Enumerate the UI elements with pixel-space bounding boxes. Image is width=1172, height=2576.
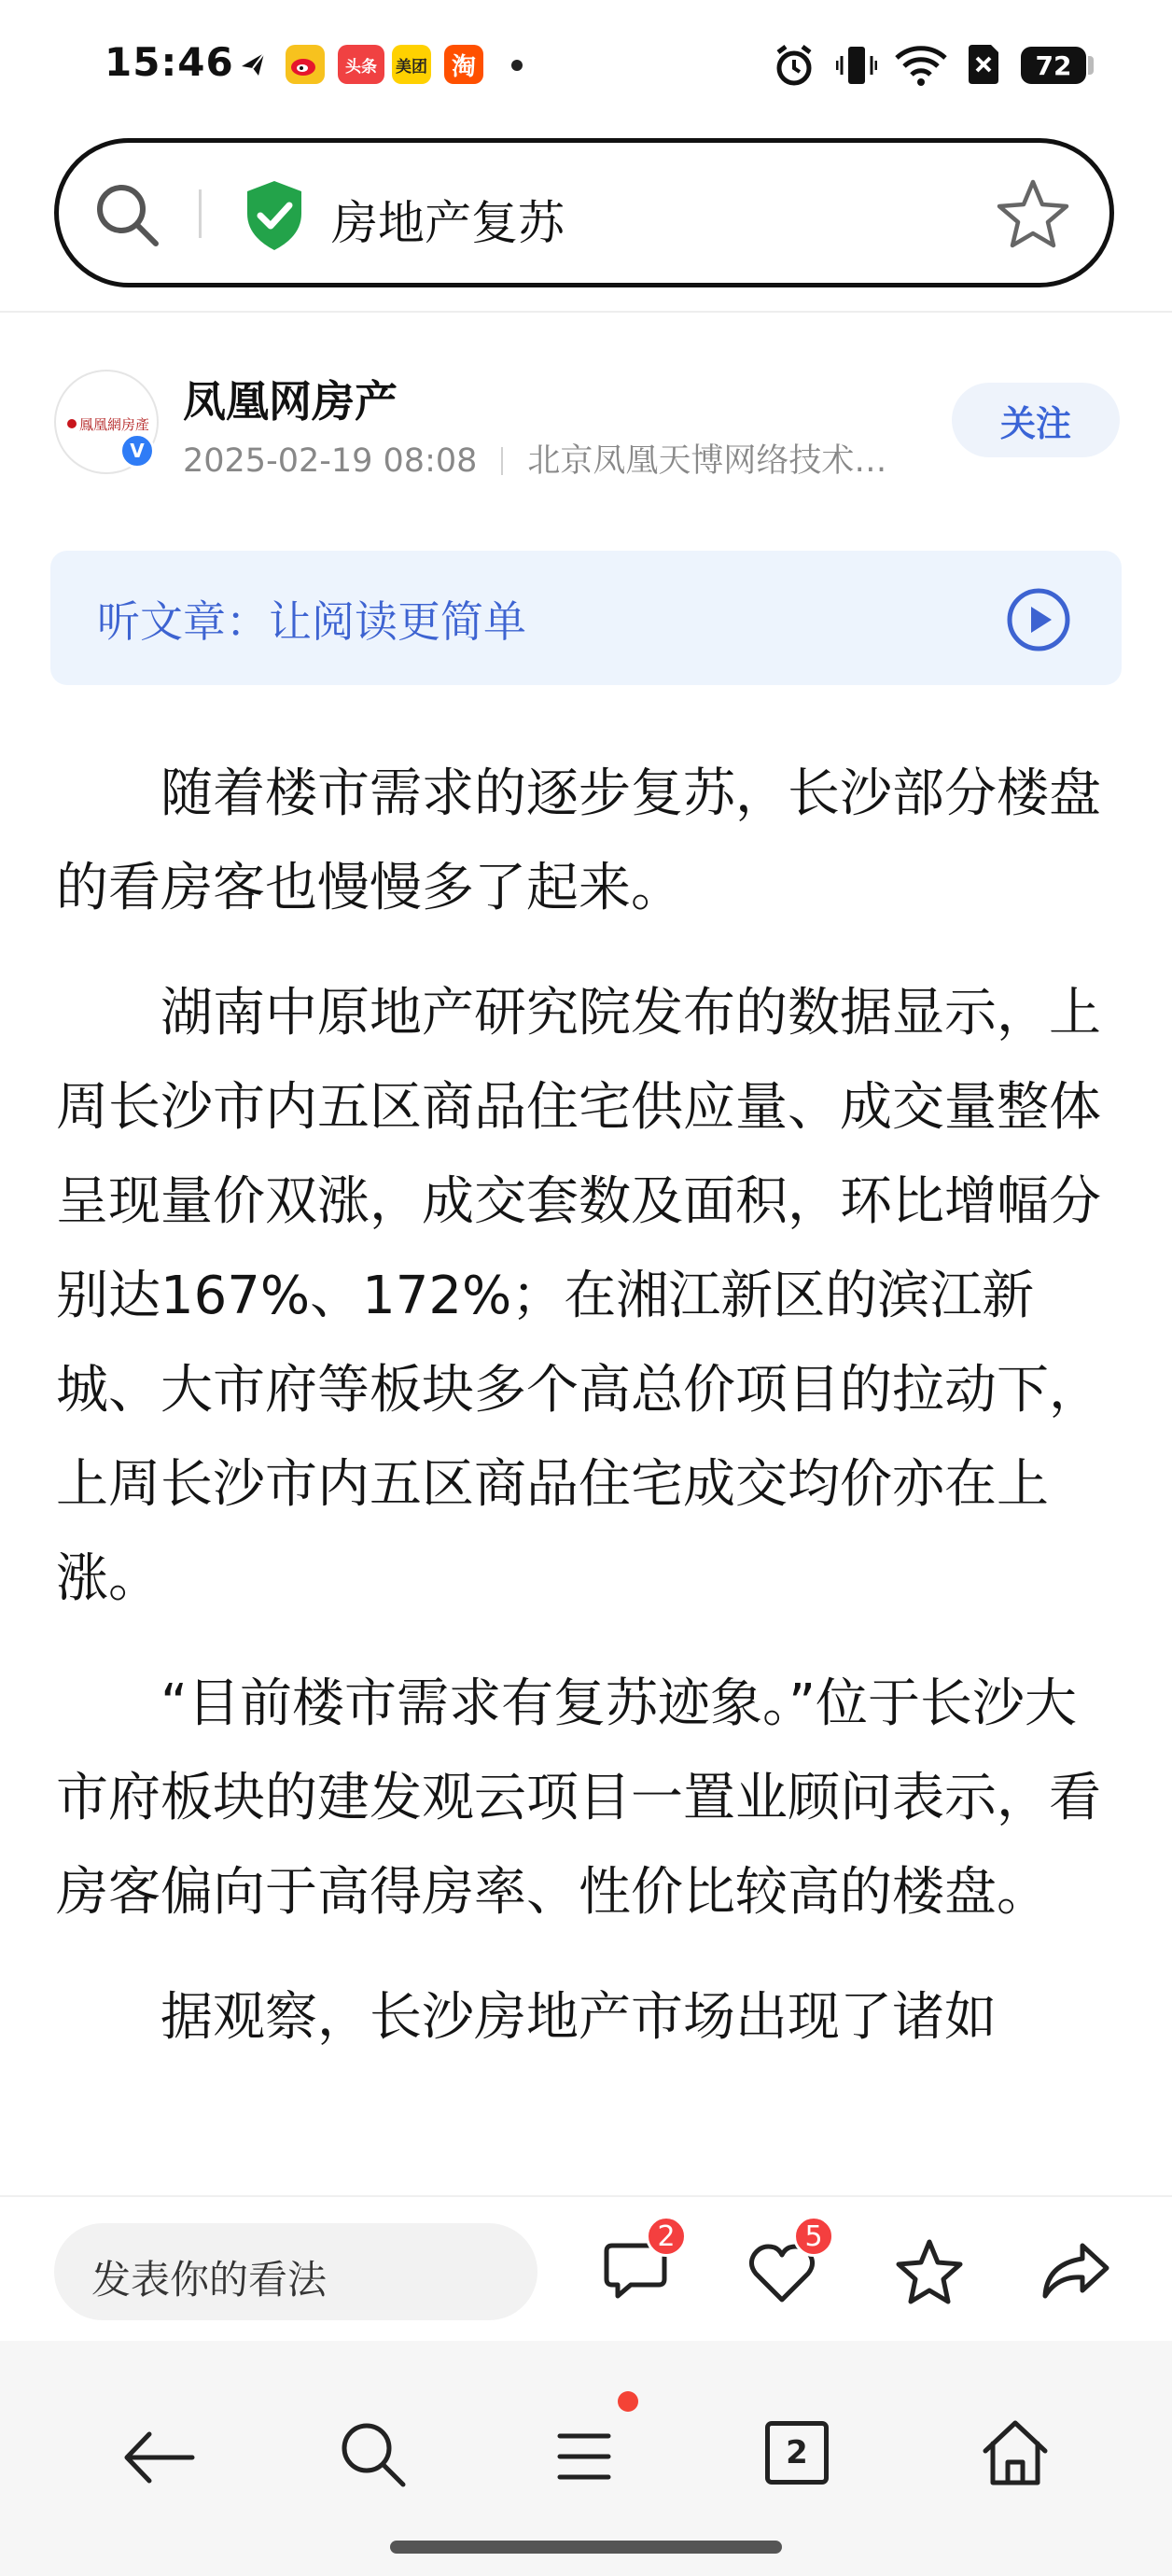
menu-notification-dot	[618, 2391, 638, 2412]
tabs-count-button[interactable]: 2	[765, 2421, 829, 2485]
post-source: 北京凤凰天博网络技术…	[527, 442, 887, 480]
wifi-icon	[894, 43, 948, 88]
comment-input[interactable]	[54, 2223, 537, 2320]
article-paragraph: “目前楼市需求有复苏迹象。”位于长沙大市府板块的建发观云项目一置业顾问表示，看房客偏向于高得房率、性价比较高的楼盘。	[56, 1673, 1101, 1923]
weibo-icon	[286, 45, 325, 84]
toutiao-icon: 头条	[338, 45, 384, 84]
search-icon[interactable]	[92, 180, 163, 251]
article-body	[56, 747, 1122, 2095]
meta-divider	[501, 447, 503, 475]
article-paragraph: 据观察，长沙房地产市场出现了诸如	[160, 1987, 997, 2048]
search-icon[interactable]	[336, 2417, 411, 2492]
post-timestamp: 2025-02-19 08:08	[183, 442, 478, 480]
menu-icon[interactable]	[556, 2430, 612, 2483]
share-icon[interactable]	[1038, 2238, 1112, 2305]
author-name[interactable]: 凤凰网房产	[183, 376, 398, 427]
header-divider	[0, 311, 1172, 313]
more-notifications-dot	[511, 60, 523, 71]
post-meta	[183, 435, 886, 482]
listen-article-text: 听文章：让阅读更简单	[97, 596, 526, 647]
battery-level: 72	[1021, 47, 1086, 84]
taobao-icon: 淘	[444, 45, 483, 84]
alarm-icon	[773, 43, 816, 88]
status-bar	[0, 0, 1172, 131]
meituan-icon: 美团	[392, 45, 431, 84]
no-sim-icon	[965, 43, 1002, 86]
search-divider	[199, 189, 202, 238]
like-count-badge: 5	[793, 2216, 834, 2257]
follow-button[interactable]: 关注	[952, 383, 1120, 457]
article-paragraph: 随着楼市需求的逐步复苏，长沙部分楼盘的看房客也慢慢多了起来。	[56, 763, 1101, 918]
star-bookmark-icon[interactable]	[996, 176, 1070, 251]
avatar-logo-text: 鳳凰網房產	[78, 415, 149, 433]
search-query[interactable]: 房地产复苏	[331, 196, 565, 250]
favorite-star-icon[interactable]	[894, 2238, 965, 2305]
back-arrow-icon[interactable]	[119, 2425, 198, 2490]
play-icon[interactable]	[1005, 586, 1072, 653]
battery-cap	[1088, 56, 1094, 75]
verified-badge: V	[119, 433, 155, 469]
status-time: 15:46	[105, 39, 234, 85]
comment-toolbar	[0, 2195, 1172, 2343]
comment-placeholder: 发表你的看法	[91, 2257, 328, 2303]
search-bar[interactable]	[54, 138, 1114, 287]
home-indicator[interactable]	[390, 2541, 782, 2554]
home-icon[interactable]	[978, 2415, 1053, 2490]
feishu-icon	[235, 45, 274, 84]
article-paragraph: 湖南中原地产研究院发布的数据显示，上周长沙市内五区商品住宅供应量、成交量整体呈现量价双涨，成交套数及面积，环比增幅分别达167%、172%；在湘江新区的滨江新城、大市府等板块多个高总价项目的拉动下，上周长沙市内五区商品住宅成交均价亦在上涨。	[56, 983, 1101, 1609]
comment-count-badge: 2	[646, 2216, 687, 2257]
vibrate-icon	[836, 43, 877, 88]
listen-article-banner[interactable]	[50, 551, 1122, 685]
shield-check-icon	[242, 178, 307, 253]
bottom-navigation	[0, 2341, 1172, 2576]
